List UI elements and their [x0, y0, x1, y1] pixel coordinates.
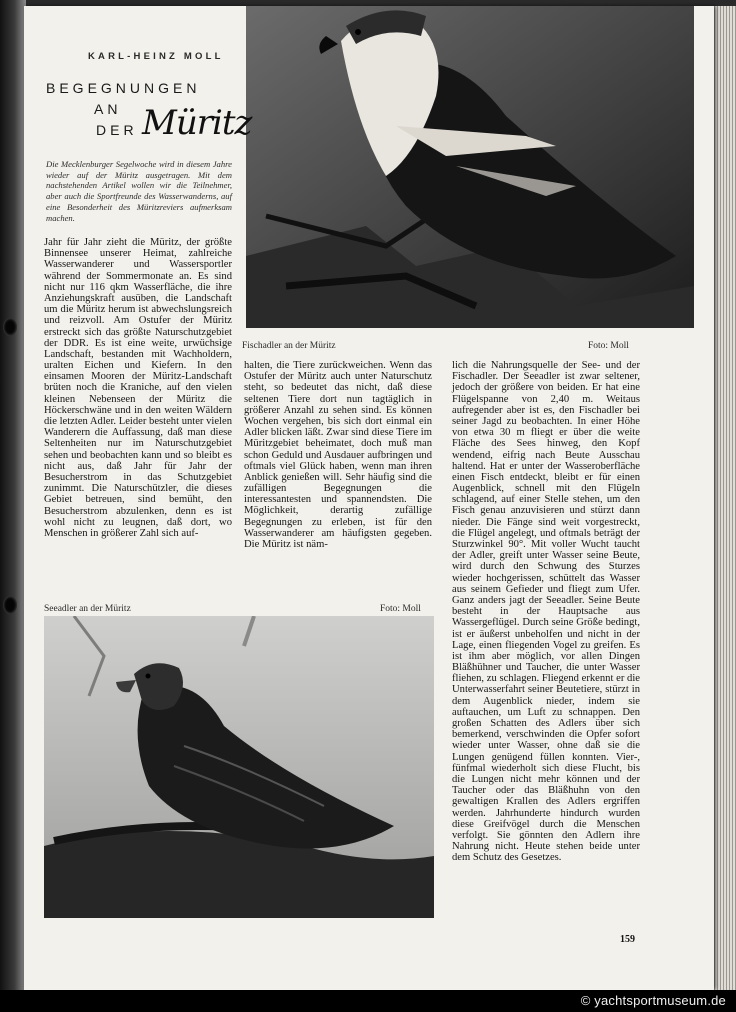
title-line-3: DER — [96, 122, 138, 138]
bottom-photo-caption: Seeadler an der Müritz — [44, 604, 131, 614]
title-line-1: BEGEGNUNGEN — [46, 80, 201, 96]
article-column-3: lich die Nahrungsquelle der See- und der Fischadler. Der Seeadler ist zwar seltener, jedoch der größere von beiden. Er hat eine Flügelspanne von 2,40 m. Weitaus aufregender aber ist es, den Fischadler bei seiner Jagd zu beobachten. In einer Höhe von etwa 30 m fliegt er über die weite Fläche des Sees hinweg, den Kopf wendend, eifrig nach Beute Ausschau haltend. Hat er unter der Wasseroberfläche einen Fisch entdeckt, bleibt er für einen Augenblick, schnell mit den Flügeln schlagend, auf einer Stelle stehen, um den Fisch genau anzuvisieren und stürzt dann nieder. Die Fänge sind weit vorgestreckt, die Flügel angelegt, und oftmals beträgt der Sturzwinkel 90°. Mit voller Wucht taucht der Adler, greift unter Wasser seine Beute, wird durch den Schwung des Sturzes wieder hochgerissen, schüttelt das Wasser aus seinem Gefieder und fliegt zum Ufer. Ganz anders jagt der Seeadler. Seine Beute besteht in der Hauptsache aus Wassergeflügel. Durch seine Größe bedingt, ist er äußerst unbeholfen und nicht in der Lage, einen fliegenden Vogel zu greifen. Es ist ihm aber möglich, vor allen Dingen Bläßhühner und Taucher, die unter Wasser fliehen, zu schlagen. Fliegend erkennt er die Unterwasserfahrt seiner Beutetiere, stürzt in dem Augenblick nieder, indem sie auftauchen, um Luft zu schnappen. Den großen Schatten des Adlers über sich bemerkend, verschwinden die Opfer sofort wieder unter Wasser, ohne daß sie die Lungen genügend füllen konnten. Vier-, fünfmal wiederholt sich diese Flucht, bis die Lungen nicht mehr können und der Taucher oder das Bläßhuhn von den gewaltigen Krallen des Adlers ergriffen werden. Jahrhunderte hindurch wurden diese Greifvögel durch die Menschen verfolgt. Sie gönnten den Adlern ihre Nahrung nicht. Heute stehen beide unter dem Schutz des Gesetzes. — [452, 360, 640, 864]
author-name: KARL-HEINZ MOLL — [88, 51, 224, 62]
osprey-photo — [246, 6, 694, 328]
binding-ring — [3, 318, 17, 336]
article-column-1: Jahr für Jahr zieht die Müritz, der größte Binnensee unserer Heimat, zahlreiche Wasserwanderer und Wassersportler während der Sommermonate an. Es sind nicht nur 116 qkm Wasserfläche, die ihre Anziehungskraft ausüben, die Landschaft um die Müritz herum ist abwechslungsreich und reizvoll. Am Ostufer der Müritz erstreckt sich das größte Naturschutzgebiet der DDR. Es ist eine weite, urwüchsige Landschaft, bestanden mit Wachholdern, uralten Eichen und Kiefern. In den einsamen Mooren der Müritz-Landschaft brüten noch die Kraniche, auf den vielen kleinen Nebenseen der Müritz die Höckerschwäne und in den weiten Wäldern die letzten Adler. Leider besteht unter vielen Wanderern die Auffassung, daß man diese Seltenheiten nur im Naturschutzgebiet sehen und beobachten kann und so bleibt es nicht aus, daß Jahr für Jahr der Besucherstrom in das Schutzgebiet zunimmt. Die Naturschützler, die dieses Gebiet betreuen, sind bemüht, den Besucherstrom abzulenken, denn es ist wohl nicht zu leugnen, daß dort, wo Menschen in größerer Zahl sich auf- — [44, 237, 232, 539]
top-photo-credit: Foto: Moll — [588, 341, 629, 351]
bottom-photo-credit: Foto: Moll — [380, 604, 421, 614]
page-edges — [712, 6, 736, 990]
title-line-2: AN — [94, 101, 122, 117]
article-column-2: halten, die Tiere zurückweichen. Wenn das Ostufer der Müritz auch unter Naturschutz steht, so bedeutet das nicht, daß diese seltenen Tiere dort nun tagtäglich in größerer Anzahl zu sehen sind. Es können Wochen vergehen, bis sich dort einmal ein Adler blicken läßt. Zwar sind diese Tiere im Müritzgebiet beheimatet, doch muß man schon Geduld und Ausdauer aufbringen und oftmals viel Glück haben, wenn man ihren Anblick genießen will. Sehr häufig sind die zufälligen Begegnungen die interessantesten und spannendsten. Die Möglichkeit, derartig zufällige Begegnungen zu erleben, ist für den Wasserwanderer am häufigsten gegeben. Die Müritz ist näm- — [244, 360, 432, 550]
binding-ring — [3, 596, 17, 614]
page-number: 159 — [620, 934, 635, 945]
copyright-watermark: © yachtsportmuseum.de — [580, 993, 726, 1008]
top-photo-caption: Fischadler an der Müritz — [242, 341, 336, 351]
sea-eagle-photo — [44, 616, 434, 918]
title-script-muritz: Müritz — [142, 103, 252, 143]
book-binding — [0, 0, 26, 1012]
osprey-illustration — [246, 6, 694, 328]
lead-paragraph: Die Mecklenburger Segelwoche wird in diesem Jahre wieder auf der Müritz ausgetragen. Mit dem nachstehenden Artikel wollen wir die Teilnehmer, aber auch die Sportfreunde des Wasserwanderns, auf eine Besonderheit des Müritzreviers aufmerksam machen. — [46, 159, 232, 223]
sea-eagle-illustration — [44, 616, 434, 918]
